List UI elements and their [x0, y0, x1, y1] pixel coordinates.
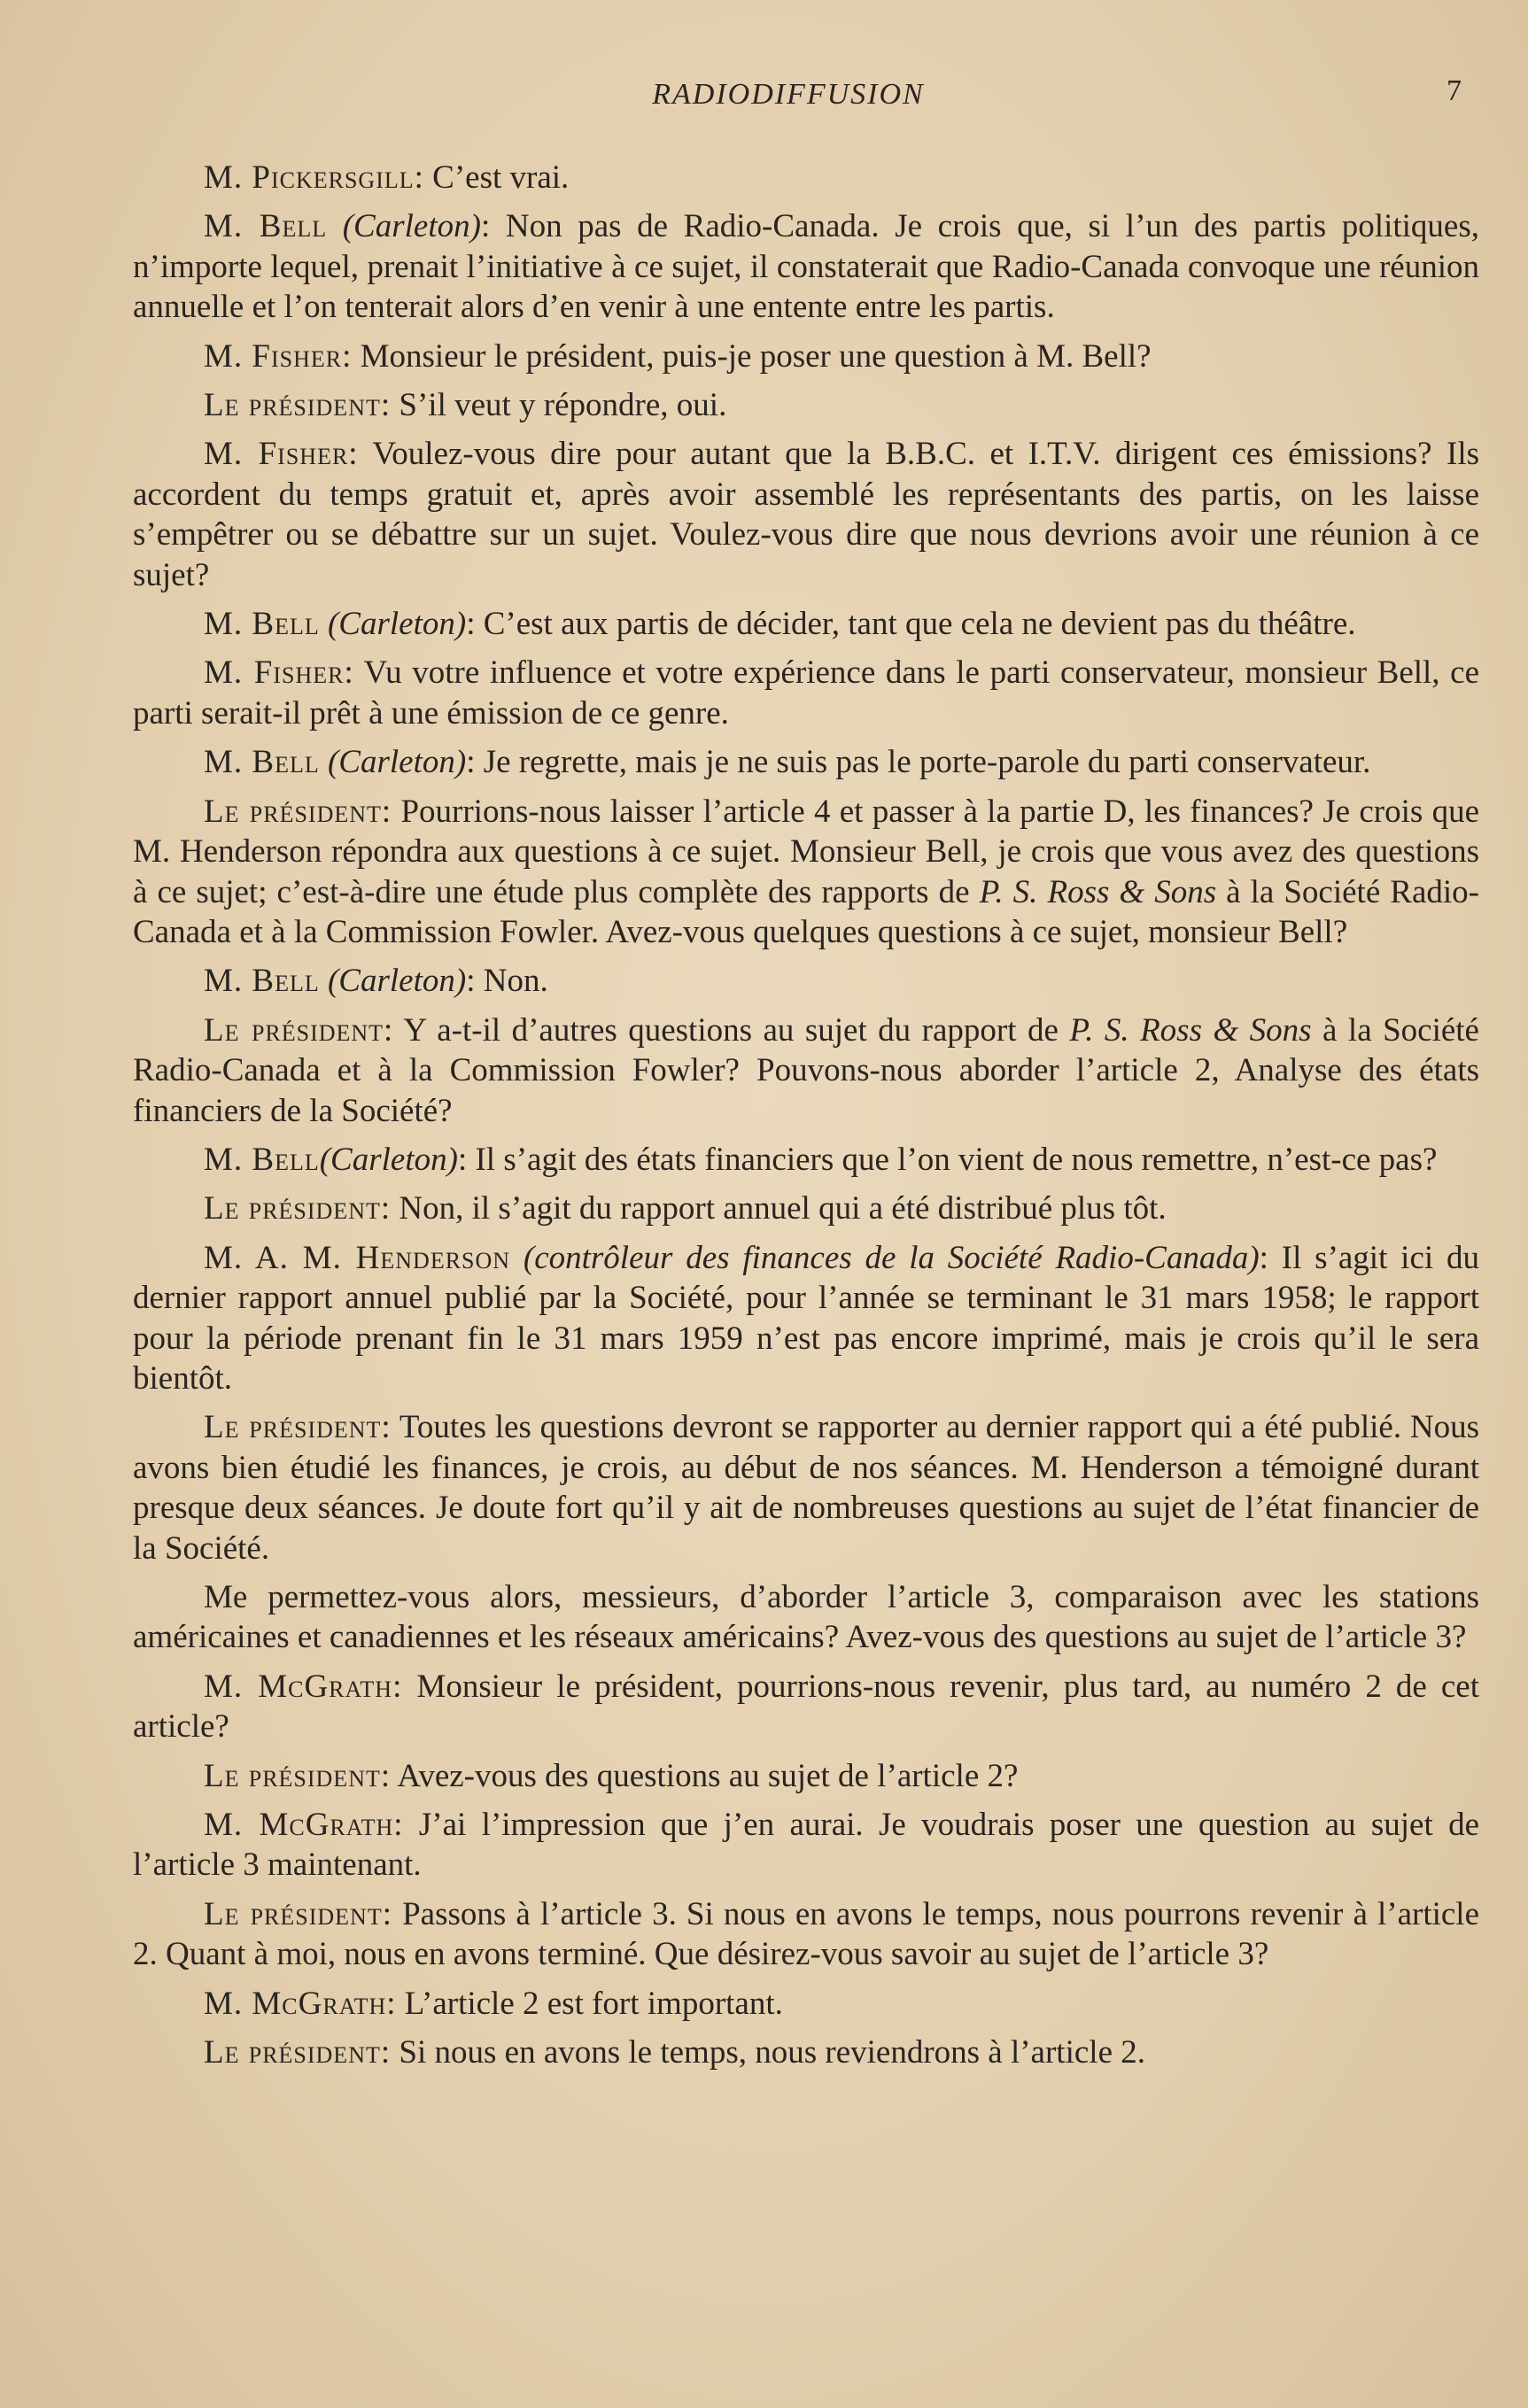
- paragraph-text: Y a-t-il d’autres questions au sujet du rapport de: [393, 1011, 1070, 1049]
- paragraph: [133, 742, 1479, 782]
- firm-name: P. S. Ross & Sons: [979, 873, 1217, 910]
- page-header: [133, 74, 1462, 119]
- paragraph: [133, 434, 1479, 595]
- paragraph-text: Voulez-vous dire pour autant que la B.B.C. et I.T.V. dirigent ces émissions? Ils accordent du temps gratuit et, après avoir assemblé les représentants des partis, on les laisse s’empêtrer ou se débattre sur un sujet. Voulez-vous dire que nous devrions avoir une réunion à ce sujet?: [133, 436, 1479, 593]
- paragraph: [133, 337, 1479, 376]
- speaker-name: M. A. M. Henderson: [204, 1239, 511, 1276]
- transcript-body: [133, 158, 1479, 2081]
- firm-name: P. S. Ross & Sons: [1069, 1011, 1312, 1049]
- paragraph-text-continued: à la Société Radio-Canada et à la Commission Fowler. Avez-vous quelques questions à ce sujet, monsieur Bell?: [133, 873, 1479, 950]
- paragraph-text: Vu votre influence et votre expérience dans le parti conservateur, monsieur Bell, ce parti serait-il prêt à une émission de ce genre.: [133, 654, 1479, 732]
- paragraph-text: Monsieur le président, pourrions-nous revenir, plus tard, au numéro 2 de cet article?: [133, 1668, 1480, 1746]
- paragraph-text: : Il s’agit des états financiers que l’on vient de nous remettre, n’est-ce pas?: [457, 1141, 1438, 1178]
- speaker-name: Le président:: [204, 1190, 392, 1227]
- riding-name: (Carleton): [319, 1141, 458, 1178]
- paragraph-text: : Je regrette, mais je ne suis pas le porte-parole du parti conservateur.: [466, 744, 1371, 781]
- speaker-name: Le président:: [204, 793, 392, 830]
- paragraph: [133, 653, 1479, 733]
- paragraph: [133, 1805, 1479, 1885]
- paragraph-text: Toutes les questions devront se rapporter au dernier rapport qui a été publié. Nous avons bien étudié les finances, je crois, au début de nos séances. M. Henderson a témoigné durant presque deux séances. Je doute fort qu’il y ait de nombreuses questions au sujet de l’état financier de la Société.: [133, 1409, 1479, 1567]
- speaker-name: Le président:: [204, 1011, 394, 1049]
- paragraph-text: : Il s’agit ici du dernier rapport annuel publié par la Société, pour l’année se terminant le 31 mars 1958; le rapport pour la période prenant fin le 31 mars 1959 n’est pas encore imprimé, mais je crois qu’il le sera bientôt.: [133, 1239, 1479, 1397]
- speaker-name: Le président:: [204, 387, 392, 424]
- speaker-name: M. Bell: [204, 208, 328, 245]
- paragraph: [133, 961, 1479, 1001]
- paragraph-text: Me permettez-vous alors, messieurs, d’aborder l’article 3, comparaison avec les stations américaines et canadiennes et les réseaux américains? Avez-vous des questions au sujet de l’article 3?: [133, 1579, 1479, 1656]
- riding-name: (Carleton): [319, 744, 467, 781]
- paragraph: [133, 1756, 1479, 1796]
- speaker-name: M. Bell: [204, 1141, 320, 1178]
- paragraph: [133, 604, 1479, 644]
- paragraph: [133, 1984, 1479, 2024]
- paragraph: [133, 206, 1479, 327]
- paragraph: [133, 1407, 1479, 1568]
- speaker-name: M. Fisher:: [204, 436, 359, 473]
- speaker-name: M. Bell: [204, 606, 320, 643]
- paragraph-text: Monsieur le président, puis-je poser une question à M. Bell?: [352, 337, 1152, 375]
- paragraph: [133, 792, 1479, 953]
- paragraph: [133, 1140, 1479, 1180]
- paragraph-text: : C’est aux partis de décider, tant que cela ne devient pas du théâtre.: [466, 606, 1356, 643]
- paragraph: [133, 1667, 1479, 1747]
- running-title: RADIODIFFUSION: [652, 78, 925, 111]
- riding-name: (Carleton): [319, 606, 467, 643]
- paragraph: [133, 1238, 1479, 1399]
- paragraph: [133, 2032, 1479, 2072]
- speaker-name: M. McGrath:: [204, 1668, 403, 1705]
- paragraph-text: Pourrions-nous laisser l’article 4 et passer à la partie D, les finances? Je crois que M. Henderson répondra aux questions à ce sujet. Monsieur Bell, je crois que vous avez des questions à ce sujet; c’est-à-dire une étude plus complète des rapports de: [133, 793, 1479, 910]
- paragraph: [133, 158, 1479, 197]
- paragraph-text: Si nous en avons le temps, nous reviendrons à l’article 2.: [391, 2034, 1145, 2071]
- paragraph-text: : Non.: [466, 963, 548, 1000]
- paragraph-text: S’il veut y répondre, oui.: [391, 387, 727, 424]
- paragraph: [133, 1577, 1479, 1658]
- paragraph-text: Avez-vous des questions au sujet de l’article 2?: [391, 1757, 1019, 1794]
- speaker-name: M. Bell: [204, 963, 320, 1000]
- speaker-name: M. Fisher:: [204, 337, 353, 375]
- speaker-name: Le président:: [204, 2034, 392, 2071]
- paragraph: [133, 1189, 1479, 1228]
- paragraph-text: J’ai l’impression que j’en aurai. Je voudrais poser une question au sujet de l’article 3 maintenant.: [133, 1807, 1479, 1884]
- page-number: 7: [1447, 74, 1462, 107]
- speaker-name: Le président:: [204, 1409, 392, 1446]
- paragraph-text: : Non pas de Radio-Canada. Je crois que, si l’un des partis politiques, n’importe lequel, prenait l’initiative à ce sujet, il constaterait que Radio-Canada convoque une réunion annuelle et l’on tenterait alors d’en venir à une entente entre les partis.: [133, 208, 1479, 326]
- paragraph-text: L’article 2 est fort important.: [396, 1985, 783, 2022]
- speaker-name: M. Bell: [204, 744, 320, 781]
- speaker-name: M. Pickersgill:: [204, 159, 424, 196]
- speaker-title: (contrôleur des finances de la Société Radio-Canada): [510, 1239, 1260, 1276]
- riding-name: (Carleton): [327, 208, 481, 245]
- paragraph: [133, 385, 1479, 425]
- speaker-name: M. McGrath:: [204, 1807, 404, 1844]
- riding-name: (Carleton): [319, 963, 467, 1000]
- speaker-name: Le président:: [204, 1895, 392, 1932]
- paragraph: [133, 1010, 1479, 1131]
- paragraph-text: Non, il s’agit du rapport annuel qui a été distribué plus tôt.: [391, 1190, 1167, 1227]
- speaker-name: Le président:: [204, 1757, 392, 1794]
- paragraph: [133, 1894, 1479, 1975]
- paragraph-text: Passons à l’article 3. Si nous en avons le temps, nous pourrons revenir à l’article 2. Quant à moi, nous en avons terminé. Que désirez-vous savoir au sujet de l’article 3?: [133, 1895, 1480, 1973]
- speaker-name: M. Fisher:: [204, 654, 354, 692]
- speaker-name: M. McGrath:: [204, 1985, 397, 2022]
- paragraph-text: C’est vrai.: [423, 159, 570, 196]
- paragraph-text-continued: à la Société Radio-Canada et à la Commission Fowler? Pouvons-nous aborder l’article 2, Analyse des états financiers de la Société?: [133, 1011, 1479, 1129]
